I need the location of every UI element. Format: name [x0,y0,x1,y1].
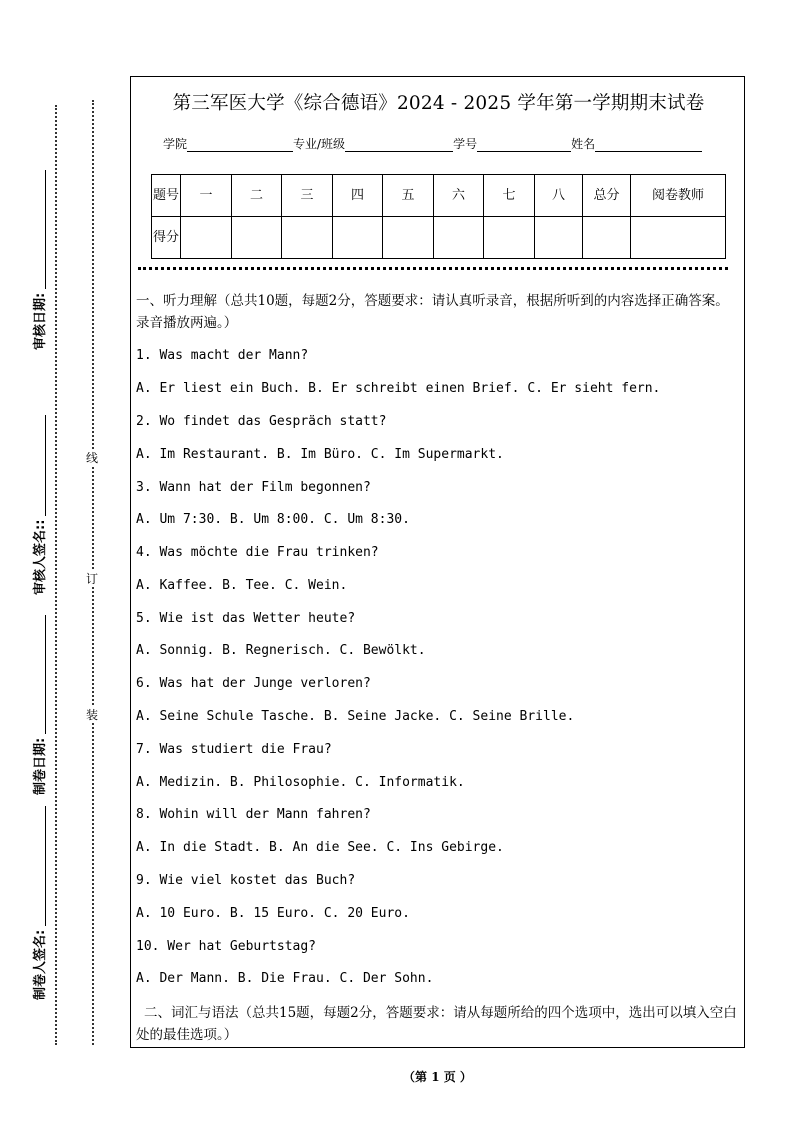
question-10: 10. Wer hat Geburtstag? [136,939,317,954]
field-label-student-id: 学号 [453,137,478,151]
score-col-grader: 阅卷教师 [631,175,726,217]
score-cell-1[interactable] [181,217,232,259]
review-date-label: 审核日期: [28,170,48,350]
binding-char-xian: 线 [86,451,99,465]
question-9: 9. Wie viel kostet das Buch? [136,873,356,888]
score-cell-grader[interactable] [631,217,726,259]
question-6: 6. Was hat der Junge verloren? [136,676,371,691]
answer-options-8: A. In die Stadt. B. An die See. C. Ins Gebirge. [136,840,504,855]
field-label-college: 学院 [163,137,188,151]
score-cell-6[interactable] [434,217,484,259]
student-info-row [163,135,702,152]
score-col-3: 三 [282,175,333,217]
field-input-college[interactable] [187,139,293,152]
binding-dotted-line-outer [55,105,57,1045]
dotted-separator [138,267,728,270]
score-cell-2[interactable] [232,217,282,259]
exam-title: 第三军医大学《综合德语》2024 - 2025 学年第一学期期末试卷 [172,93,705,114]
score-col-1: 一 [181,175,232,217]
compile-date-label: 制卷日期: [28,615,48,795]
section2-heading: 二、词汇与语法（总共15题，每题2分，答题要求：请从每题所给的四个选项中，选出可以填入空白处的最佳选项。） [136,1005,737,1043]
question-1: 1. Was macht der Mann? [136,348,309,363]
question-3: 3. Wann hat der Film begonnen? [136,480,371,495]
answer-options-7: A. Medizin. B. Philosophie. C. Informatik. [136,775,465,790]
score-col-8: 八 [535,175,583,217]
score-col-5: 五 [383,175,434,217]
answer-options-10: A. Der Mann. B. Die Frau. C. Der Sohn. [136,971,434,986]
answer-options-4: A. Kaffee. B. Tee. C. Wein. [136,578,348,593]
answer-options-5: A. Sonnig. B. Regnerisch. C. Bewölkt. [136,643,426,658]
question-7: 7. Was studiert die Frau? [136,742,332,757]
score-table-score-row [152,217,726,259]
field-input-major[interactable] [345,139,453,152]
question-5: 5. Wie ist das Wetter heute? [136,611,356,626]
score-col-4: 四 [333,175,383,217]
score-col-total: 总分 [583,175,631,217]
section1-heading: 一、听力理解（总共10题，每题2分，答题要求：请认真听录音，根据所听到的内容选择正确答案。录音播放两遍。） [136,293,729,331]
binding-char-ding: 订 [86,572,99,586]
exam-frame [130,76,745,1048]
answer-options-2: A. Im Restaurant. B. Im Büro. C. Im Supermarkt. [136,447,504,462]
answer-options-6: A. Seine Schule Tasche. B. Seine Jacke. C. Seine Brille. [136,709,575,724]
score-table [151,174,726,259]
answer-options-9: A. 10 Euro. B. 15 Euro. C. 20 Euro. [136,906,410,921]
score-col-2: 二 [232,175,282,217]
compiler-signature-label: 制卷人签名: [28,804,48,1000]
score-table-row1-head: 题号 [152,175,181,217]
score-col-6: 六 [434,175,484,217]
answer-options-1: A. Er liest ein Buch. B. Er schreibt einen Brief. C. Er sieht fern. [136,381,661,396]
score-cell-5[interactable] [383,217,434,259]
score-cell-7[interactable] [484,217,535,259]
binding-char-zhuang: 装 [86,708,99,722]
page-number: （第 1 页 ） [403,1070,472,1084]
score-table-header-row [152,175,726,217]
score-cell-8[interactable] [535,217,583,259]
field-label-major: 专业/班级 [293,137,346,151]
score-table-row2-head: 得分 [152,217,181,259]
answer-options-3: A. Um 7:30. B. Um 8:00. C. Um 8:30. [136,512,410,527]
score-cell-3[interactable] [282,217,333,259]
field-input-name[interactable] [595,139,702,152]
question-2: 2. Wo findet das Gespräch statt? [136,414,387,429]
score-col-7: 七 [484,175,535,217]
score-cell-total[interactable] [583,217,631,259]
reviewer-signature-label: 审核人签名:: [28,415,48,595]
score-cell-4[interactable] [333,217,383,259]
field-input-student-id[interactable] [477,139,571,152]
question-4: 4. Was möchte die Frau trinken? [136,545,379,560]
question-8: 8. Wohin will der Mann fahren? [136,807,371,822]
field-label-name: 姓名 [571,137,596,151]
